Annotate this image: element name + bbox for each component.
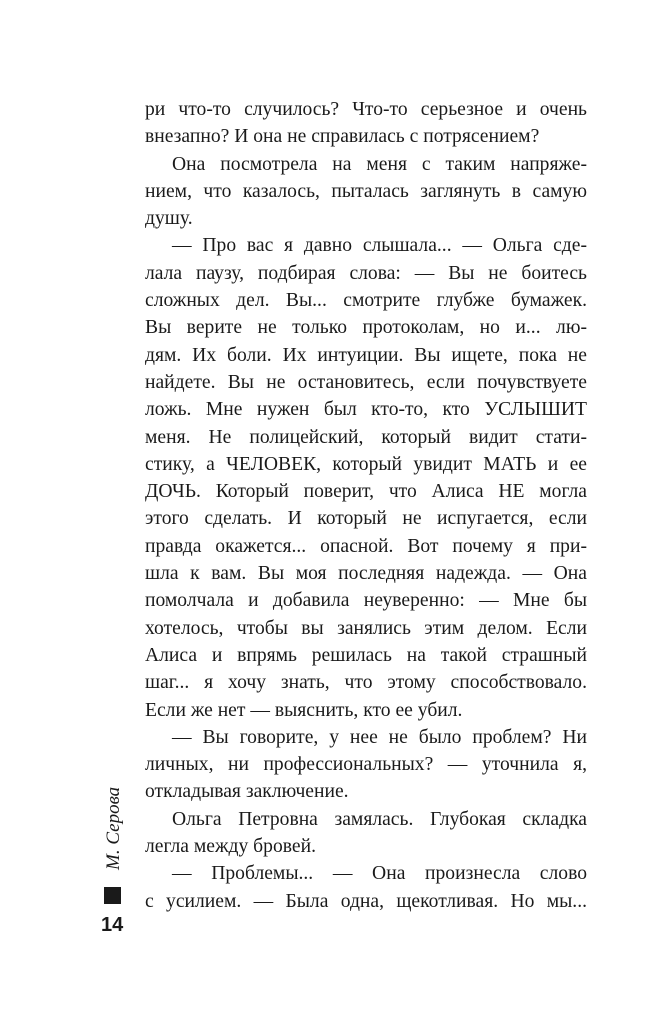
text-line: — Вы говорите, у нее не было проблем? Ни <box>172 726 587 748</box>
text-line: внезапно? И она не справилась с потрясением? <box>145 126 540 148</box>
text-line: найдете. Вы не остановитесь, если почувствуете <box>145 371 587 393</box>
page-number: 14 <box>101 914 124 936</box>
text-line: личных, ни профессиональных? — уточнила я, <box>145 754 587 776</box>
text-line: ри что-то случилось? Что-то серьезное и очень <box>145 99 587 120</box>
text-line: — Проблемы... — Она произнесла слово <box>172 863 587 885</box>
margin-square-mark <box>104 887 121 904</box>
text-line: шаг... я хочу знать, что этому способствовало. <box>145 672 587 694</box>
text-line: ложь. Мне нужен был кто-то, кто УСЛЫШИТ <box>145 399 587 421</box>
text-line: откладывая заключение. <box>145 781 349 803</box>
text-line: этого сделать. И который не испугается, если <box>145 508 587 530</box>
text-line: душу. <box>145 208 193 230</box>
text-line: Вы верите не только протоколам, но и... лю- <box>145 317 587 339</box>
body-text <box>145 96 587 915</box>
text-line: хотелось, чтобы вы занялись этим делом. Если <box>145 617 587 639</box>
text-line: с усилием. — Была одна, щекотливая. Но мы... <box>145 890 587 912</box>
text-line: сложных дел. Вы... смотрите глубже бумажек. <box>145 290 587 312</box>
text-line: Ольга Петровна замялась. Глубокая складка <box>172 808 587 830</box>
text-line: Если же нет — выяснить, кто ее убил. <box>145 699 463 721</box>
text-line: — Про вас я давно слышала... — Ольга сде- <box>172 235 587 257</box>
text-line: стику, а ЧЕЛОВЕК, который увидит МАТЬ и ее <box>145 453 587 475</box>
text-line: меня. Не полицейский, который видит стати- <box>145 426 587 448</box>
text-line: правда окажется... опасной. Вот почему я при- <box>145 535 587 557</box>
text-line: дям. Их боли. Их интуиции. Вы ищете, пока не <box>145 344 587 366</box>
text-line: Алиса и впрямь решилась на такой страшный <box>145 644 587 666</box>
text-line: помолчала и добавила неуверенно: — Мне бы <box>145 590 587 612</box>
text-line: нием, что казалось, пыталась заглянуть в самую <box>145 180 587 202</box>
running-head-author: М. Серова <box>103 786 124 870</box>
text-line: легла между бровей. <box>145 836 316 858</box>
text-line: ДОЧЬ. Который поверит, что Алиса НЕ могла <box>145 481 587 503</box>
text-line: шла к вам. Вы моя последняя надежда. — Она <box>145 563 587 585</box>
text-line: лала паузу, подбирая слова: — Вы не боитесь <box>145 262 587 284</box>
text-line: Она посмотрела на меня с таким напряже- <box>172 153 587 175</box>
